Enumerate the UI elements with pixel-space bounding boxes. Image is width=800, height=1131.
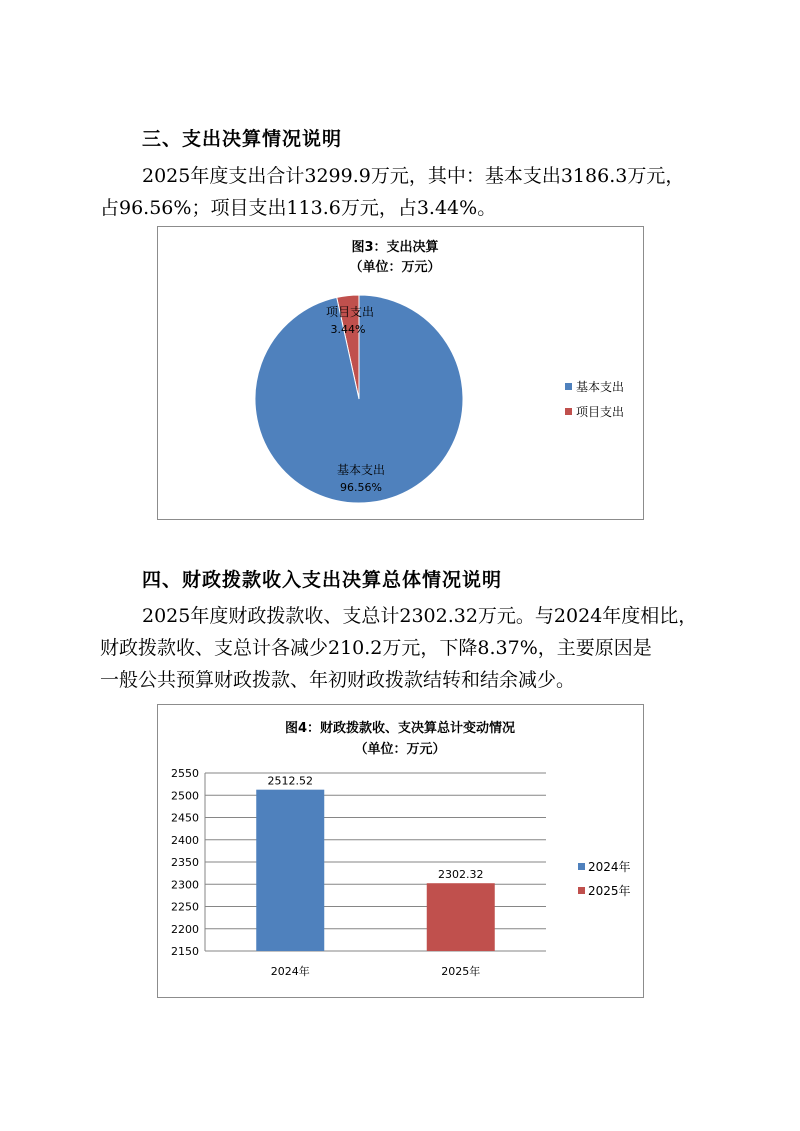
section3-line-2: 占96.56%；项目支出113.6万元，占3.44%。 [100, 197, 497, 219]
bar-chart-title: 图4：财政拨款收、支决算总计变动情况 [284, 721, 516, 736]
section3-line-1: 2025年度支出合计3299.9万元，其中：基本支出3186.3万元， [142, 165, 685, 187]
pie-legend-swatch-project [565, 408, 572, 415]
bar-xtick-label: 2024年 [270, 965, 310, 978]
bar-legend-label-2025: 2025年 [588, 884, 631, 898]
pie-label-project-name: 项目支出 [325, 305, 375, 319]
section4-heading: 四、财政拨款收入支出决算总体情况说明 [142, 569, 503, 591]
bar-ytick-label: 2300 [171, 878, 199, 892]
bar-value-label: 2302.32 [438, 868, 484, 882]
bar-chart-svg [158, 705, 643, 997]
bar-ytick-label: 2200 [171, 922, 199, 936]
bar-legend-label-2024: 2024年 [588, 860, 631, 874]
bar-xtick-label: 2025年 [441, 965, 481, 978]
bar-chart-subtitle: （单位：万元） [354, 742, 446, 757]
bar-ytick-label: 2350 [171, 856, 199, 869]
bar-ytick-label: 2500 [171, 789, 199, 803]
bar-ytick-label: 2150 [171, 945, 199, 958]
section3-paragraph [100, 160, 710, 224]
bar-ytick-label: 2450 [171, 811, 199, 825]
section4-line-3: 一般公共预算财政拨款、年初财政拨款结转和结余减少。 [100, 669, 576, 691]
pie-label-basic-value: 96.56% [340, 481, 382, 494]
bar-ytick-label: 2250 [171, 900, 199, 914]
pie-label-project-value: 3.44% [330, 323, 366, 336]
pie-chart-title: 图3：支出决算 [351, 240, 439, 255]
bar-ytick-label: 2550 [171, 767, 199, 780]
section4-line-2: 财政拨款收、支总计各减少210.2万元，下降8.37%，主要原因是 [100, 637, 652, 659]
expenditure-pie-chart [157, 226, 644, 520]
pie-legend-label-project: 项目支出 [576, 405, 625, 419]
bar-legend-swatch-2025 [578, 887, 585, 894]
bar-legend-swatch-2024 [578, 863, 585, 870]
pie-legend-label-basic: 基本支出 [576, 380, 625, 394]
funding-change-bar-chart [157, 704, 644, 998]
pie-chart-svg [158, 227, 643, 519]
pie-label-basic-name: 基本支出 [336, 463, 386, 477]
bar-value-label: 2512.52 [267, 774, 313, 788]
bar-2024 [256, 790, 324, 951]
bar-ytick-label: 2400 [171, 833, 199, 847]
bar-2025 [427, 883, 495, 951]
section4-line-1: 2025年度财政拨款收、支总计2302.32万元。与2024年度相比， [142, 605, 698, 627]
section3-heading: 三、支出决算情况说明 [142, 128, 343, 150]
section4-paragraph [100, 600, 710, 696]
pie-legend-swatch-basic [565, 383, 572, 390]
pie-chart-subtitle: （单位：万元） [349, 260, 441, 275]
